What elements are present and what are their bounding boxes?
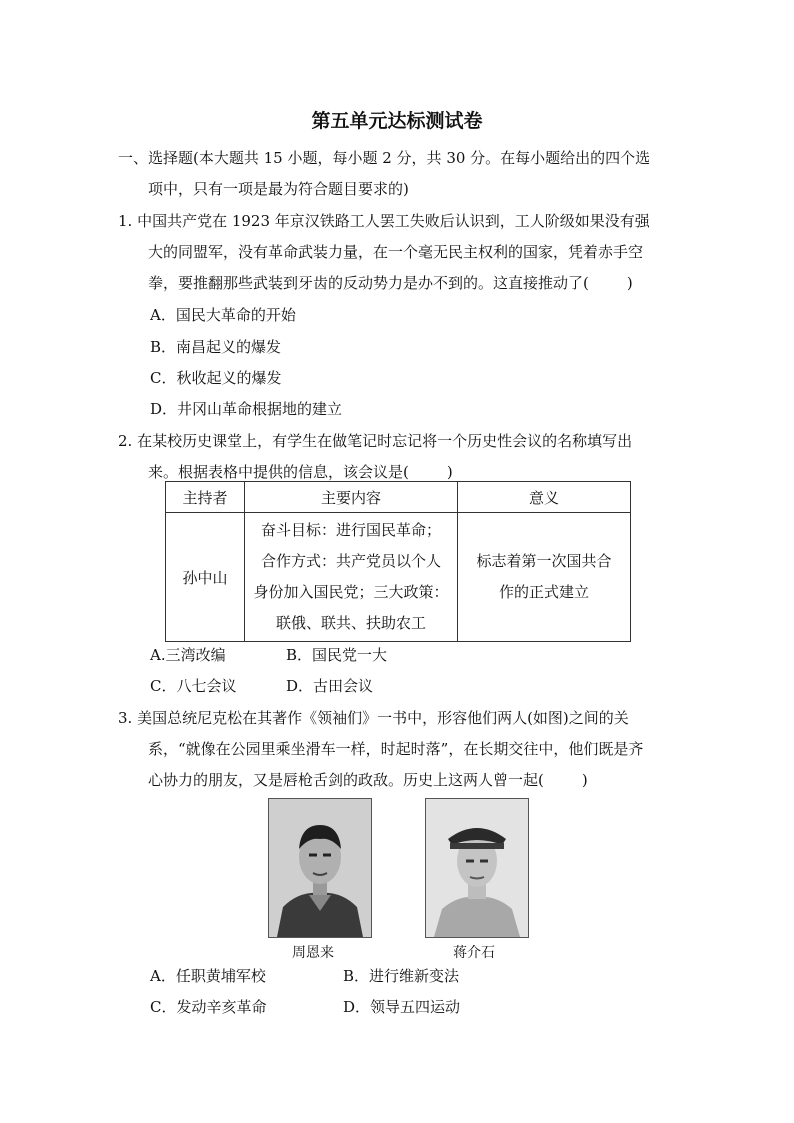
info-table bbox=[165, 481, 631, 642]
q2-option-c[interactable]: C．八七会议 bbox=[150, 677, 237, 695]
q1-line1: 1. 中国共产党在 1923 年京汉铁路工人罢工失败后认识到，工人阶级如果没有强 bbox=[118, 212, 650, 230]
q1-option-c[interactable]: C．秋收起义的爆发 bbox=[150, 369, 282, 387]
q1-option-d[interactable]: D．井冈山革命根据地的建立 bbox=[150, 400, 343, 418]
q1-option-b[interactable]: B．南昌起义的爆发 bbox=[150, 338, 282, 356]
q1-line3: 拳，要推翻那些武装到牙齿的反动势力是办不到的。这直接推动了( ) bbox=[148, 274, 633, 292]
caption-zhou-enlai: 周恩来 bbox=[292, 945, 334, 961]
q3-option-d[interactable]: D．领导五四运动 bbox=[343, 998, 461, 1016]
table-header-content: 主要内容 bbox=[245, 482, 458, 513]
content-line: 身份加入国民党；三大政策： bbox=[253, 583, 449, 601]
content-line: 合作方式：共产党员以个人 bbox=[260, 552, 441, 570]
q3-line3: 心协力的朋友，又是唇枪舌剑的政敌。历史上这两人曾一起( ) bbox=[148, 771, 588, 789]
table-header-host: 主持者 bbox=[166, 482, 245, 513]
q2-line2: 来。根据表格中提供的信息，该会议是( ) bbox=[148, 463, 453, 481]
q2-option-b[interactable]: B．国民党一大 bbox=[286, 646, 388, 664]
q1-line2: 大的同盟军，没有革命武装力量，在一个毫无民主权利的国家，凭着赤手空 bbox=[148, 243, 644, 261]
table-cell-content bbox=[245, 513, 458, 642]
table-cell-meaning bbox=[458, 513, 631, 642]
table-header-meaning: 意义 bbox=[458, 482, 631, 513]
page-title: 第五单元达标测试卷 bbox=[311, 110, 483, 132]
content-line: 奋斗目标：进行国民革命； bbox=[260, 521, 441, 539]
caption-chiang-kai-shek: 蒋介石 bbox=[453, 945, 495, 961]
table-cell-host: 孙中山 bbox=[166, 513, 245, 642]
portrait-zhou-enlai-image bbox=[268, 798, 372, 938]
q2-option-a[interactable]: A.三湾改编 bbox=[150, 646, 226, 664]
portrait-chiang-kai-shek-image bbox=[425, 798, 529, 938]
meaning-line: 作的正式建立 bbox=[498, 583, 589, 601]
q3-option-c[interactable]: C．发动辛亥革命 bbox=[150, 998, 267, 1016]
section-header-line1: 一、选择题(本大题共 15 小题，每小题 2 分，共 30 分。在每小题给出的四个选 bbox=[118, 149, 651, 167]
section-header-line2: 项中，只有一项是最为符合题目要求的) bbox=[148, 180, 409, 198]
q3-line2: 系，“就像在公园里乘坐滑车一样，时起时落”，在长期交往中，他们既是齐 bbox=[148, 740, 644, 758]
q1-option-a[interactable]: A．国民大革命的开始 bbox=[150, 306, 296, 324]
meaning-line: 标志着第一次国共合 bbox=[476, 552, 612, 570]
q3-option-a[interactable]: A．任职黄埔军校 bbox=[150, 967, 266, 985]
q2-option-d[interactable]: D．古田会议 bbox=[286, 677, 374, 695]
content-line: 联俄、联共、扶助农工 bbox=[275, 614, 426, 632]
q3-option-b[interactable]: B．进行维新变法 bbox=[343, 967, 460, 985]
q2-line1: 2. 在某校历史课堂上，有学生在做笔记时忘记将一个历史性会议的名称填写出 bbox=[118, 432, 633, 450]
q3-line1: 3. 美国总统尼克松在其著作《领袖们》一书中，形容他们两人(如图)之间的关 bbox=[118, 709, 629, 727]
